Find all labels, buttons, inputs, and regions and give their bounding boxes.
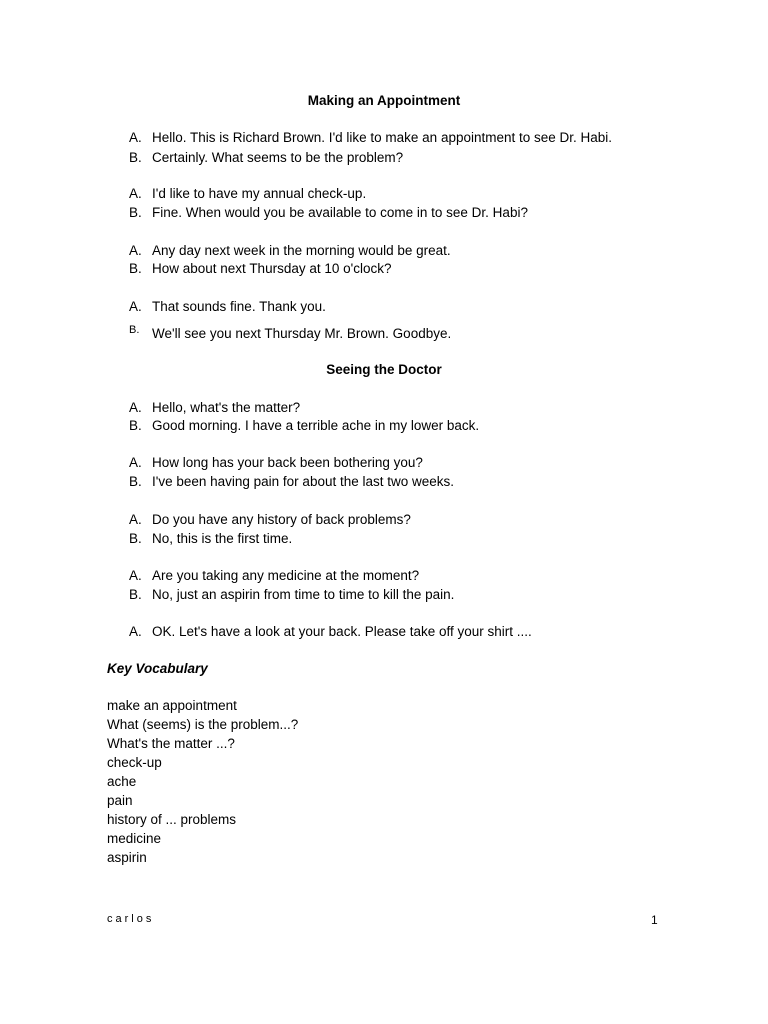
dialogue-text: Fine. When would you be available to come in to see Dr. Habi? — [152, 205, 528, 220]
dialogue-text: No, just an aspirin from time to time to kill the pain. — [152, 587, 455, 602]
dialogue-line — [129, 455, 423, 470]
footer-author: carlos — [107, 913, 155, 925]
key-vocabulary-heading: Key Vocabulary — [107, 661, 208, 676]
vocab-item: make an appointment — [107, 698, 237, 713]
dialogue-text: OK. Let's have a look at your back. Please take off your shirt .... — [152, 624, 532, 639]
dialogue-text: I'd like to have my annual check-up. — [152, 186, 367, 201]
section-title-making-appointment: Making an Appointment — [307, 93, 461, 108]
dialogue-text: Are you taking any medicine at the moment? — [152, 568, 420, 583]
dialogue-text: That sounds fine. Thank you. — [152, 299, 326, 314]
speaker-label: B. — [129, 474, 142, 489]
dialogue-text: No, this is the first time. — [152, 531, 293, 546]
dialogue-line — [129, 418, 479, 433]
dialogue-text: Certainly. What seems to be the problem? — [152, 150, 404, 165]
speaker-label: B. — [129, 587, 142, 602]
speaker-label: A. — [129, 186, 142, 201]
dialogue-text: We'll see you next Thursday Mr. Brown. Goodbye. — [152, 326, 452, 341]
dialogue-line — [129, 326, 451, 341]
dialogue-line — [129, 587, 454, 602]
dialogue-text: How long has your back been bothering you? — [152, 455, 423, 470]
speaker-label: A. — [129, 568, 142, 583]
vocab-item: medicine — [107, 831, 162, 846]
dialogue-text: Hello. This is Richard Brown. I'd like to make an appointment to see Dr. Habi. — [152, 130, 613, 145]
dialogue-line — [129, 243, 451, 258]
dialogue-line — [129, 299, 326, 314]
dialogue-text: How about next Thursday at 10 o'clock? — [152, 261, 392, 276]
vocab-item: history of ... problems — [107, 812, 237, 827]
speaker-label: A. — [129, 400, 142, 415]
vocab-item: aspirin — [107, 850, 147, 865]
vocab-item: ache — [107, 774, 137, 789]
dialogue-line — [129, 400, 300, 415]
speaker-label: A. — [129, 512, 142, 527]
speaker-label: A. — [129, 455, 142, 470]
vocab-item: What's the matter ...? — [107, 736, 235, 751]
dialogue-line — [129, 130, 612, 145]
speaker-label: A. — [129, 130, 142, 145]
dialogue-text: Any day next week in the morning would be great. — [152, 243, 451, 258]
speaker-label: A. — [129, 299, 142, 314]
page-number: 1 — [651, 913, 658, 927]
vocab-item: pain — [107, 793, 133, 808]
speaker-label: B. — [129, 205, 142, 220]
speaker-label: B. — [129, 261, 142, 276]
section-title-seeing-doctor: Seeing the Doctor — [326, 362, 442, 377]
dialogue-text: Hello, what's the matter? — [152, 400, 301, 415]
dialogue-line — [129, 568, 419, 583]
speaker-label: B. — [129, 418, 142, 433]
speaker-label: A. — [129, 624, 142, 639]
dialogue-line — [129, 150, 403, 165]
dialogue-line — [129, 512, 411, 527]
speaker-label: A. — [129, 243, 142, 258]
dialogue-text: I've been having pain for about the last two weeks. — [152, 474, 455, 489]
dialogue-line — [129, 186, 366, 201]
vocab-item: check-up — [107, 755, 162, 770]
dialogue-line — [129, 531, 292, 546]
vocab-item: What (seems) is the problem...? — [107, 717, 299, 732]
dialogue-line — [129, 474, 454, 489]
dialogue-text: Do you have any history of back problems? — [152, 512, 411, 527]
speaker-label: B. — [129, 324, 140, 336]
speaker-label: B. — [129, 531, 142, 546]
dialogue-line — [129, 624, 532, 639]
dialogue-line — [129, 205, 528, 220]
speaker-label: B. — [129, 150, 142, 165]
dialogue-text: Good morning. I have a terrible ache in my lower back. — [152, 418, 480, 433]
dialogue-line — [129, 261, 391, 276]
